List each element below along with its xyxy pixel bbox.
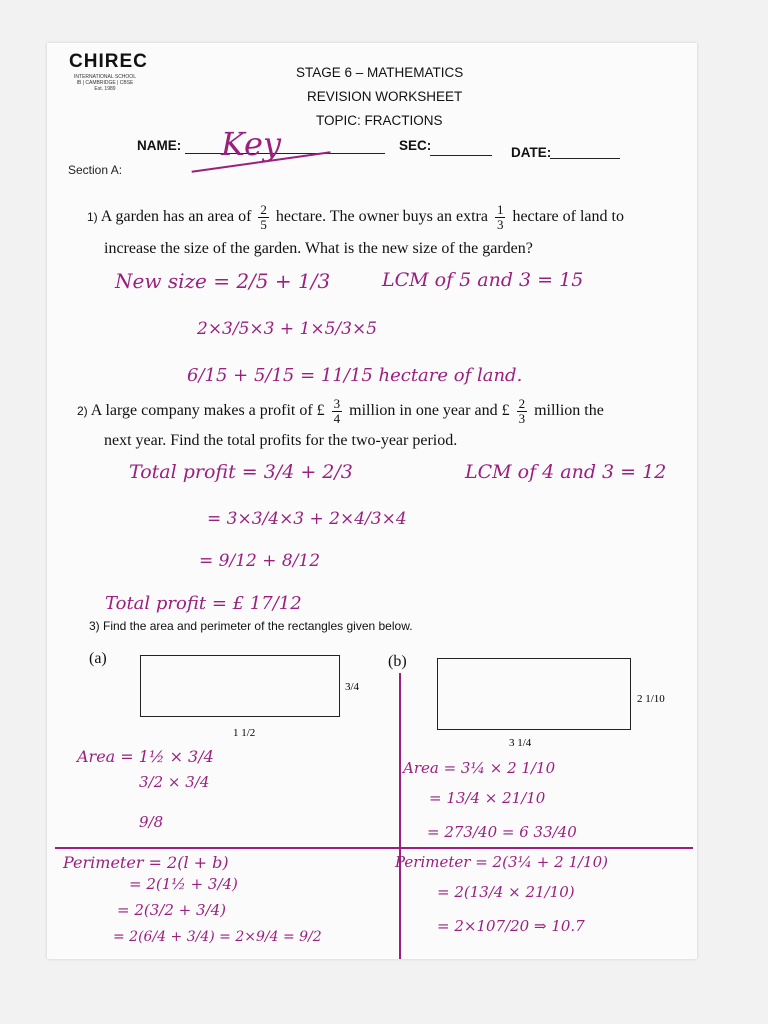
date-label: DATE:	[511, 145, 552, 160]
q2-answer-final: Total profit = £ 17/12	[105, 593, 302, 614]
q3-label-a: (a)	[89, 650, 107, 667]
q1-text-line2: increase the size of the garden. What is the new size of the garden?	[104, 240, 533, 257]
topic-title: TOPIC: FRACTIONS	[316, 113, 443, 128]
q3-text: 3) Find the area and perimeter of the rectangles given below.	[89, 619, 413, 633]
a-perimeter-step2: = 2(1½ + 3/4)	[129, 875, 238, 893]
q2-fraction-2-3: $\frac{2}{3}$	[518, 396, 526, 426]
q1-answer-step1: New size = 2/5 + 1/3	[115, 269, 331, 293]
school-logo: CHIREC	[69, 51, 148, 72]
rectangle-a	[140, 655, 340, 717]
sec-underline	[430, 155, 492, 156]
b-area-step2: = 13/4 × 21/10	[429, 789, 546, 807]
q2-text-part1: A large company makes a profit of £	[90, 402, 325, 420]
q2-answer-step3: = 9/12 + 8/12	[199, 551, 321, 571]
b-area-step3: = 273/40 = 6 33/40	[427, 823, 577, 841]
a-area-step2: 3/2 × 3/4	[139, 773, 210, 791]
q2-answer-step1: Total profit = 3/4 + 2/3	[129, 461, 353, 483]
logo-subtitle-2: IB | CAMBRIDGE | CBSE	[76, 80, 134, 86]
q1-fraction-1-3: $\frac{1}{3}$	[496, 202, 504, 232]
q2-lcm-note: LCM of 4 and 3 = 12	[465, 461, 667, 483]
b-perimeter-step3: = 2×107/20 ⇒ 10.7	[437, 917, 585, 935]
b-perimeter-step1: Perimeter = 2(3¼ + 2 1/10)	[395, 853, 608, 871]
q1-text-part3: hectare of land to	[512, 208, 624, 226]
q2-fraction-3-4: $\frac{3}{4}$	[333, 396, 341, 426]
name-value: Key	[221, 125, 282, 163]
worksheet-page	[47, 43, 697, 959]
q2-text-part2: million in one year and £	[349, 402, 510, 420]
a-perimeter-step4: = 2(6/4 + 3/4) = 2×9/4 = 9/2	[113, 929, 322, 945]
b-area-step1: Area = 3¼ × 2 1/10	[403, 759, 556, 777]
date-underline	[550, 158, 620, 159]
a-area-step1: Area = 1½ × 3/4	[77, 747, 214, 766]
q2-text-part3: million the	[534, 402, 604, 420]
q1-fraction-2-5: $\frac{2}{5}$	[260, 202, 267, 232]
q2-text-line1	[77, 397, 604, 426]
name-underline	[185, 153, 385, 154]
sec-label: SEC:	[399, 138, 432, 153]
horizontal-divider-line	[55, 847, 693, 849]
q2-number: 2)	[77, 404, 88, 419]
worksheet-title: REVISION WORKSHEET	[307, 89, 463, 104]
stage-title: STAGE 6 – MATHEMATICS	[296, 65, 464, 80]
name-label: NAME:	[137, 138, 182, 153]
rectangle-a-side-label: 3/4	[345, 681, 360, 693]
rectangle-a-bottom-label: 1 1/2	[233, 727, 256, 739]
b-perimeter-step2: = 2(13/4 × 21/10)	[437, 883, 575, 901]
rectangle-b	[437, 658, 631, 730]
q1-lcm-note: LCM of 5 and 3 = 15	[382, 269, 584, 291]
q1-answer-step2: 2×3/5×3 + 1×5/3×5	[197, 319, 378, 339]
section-label: Section A:	[68, 163, 123, 177]
q2-text-line2: next year. Find the total profits for the two-year period.	[104, 432, 458, 449]
vertical-divider-line	[399, 673, 401, 959]
a-area-step3: 9/8	[139, 813, 164, 831]
q1-text-part1: A garden has an area of	[100, 208, 252, 226]
a-perimeter-step3: = 2(3/2 + 3/4)	[117, 901, 226, 919]
q2-answer-step2: = 3×3/4×3 + 2×4/3×4	[207, 509, 407, 529]
q1-text-line1	[87, 203, 624, 232]
q1-answer-step3: 6/15 + 5/15 = 11/15 hectare of land.	[187, 365, 523, 386]
a-perimeter-step1: Perimeter = 2(l + b)	[63, 853, 229, 872]
logo-subtitle-1: INTERNATIONAL SCHOOL	[74, 74, 136, 80]
logo-subtitle-3: Est. 1989	[94, 86, 116, 92]
rectangle-b-bottom-label: 3 1/4	[509, 737, 532, 749]
q3-label-b: (b)	[388, 653, 407, 670]
q1-number: 1)	[87, 210, 98, 225]
rectangle-b-side-label: 2 1/10	[637, 693, 665, 705]
q1-text-part2: hectare. The owner buys an extra	[275, 208, 488, 226]
